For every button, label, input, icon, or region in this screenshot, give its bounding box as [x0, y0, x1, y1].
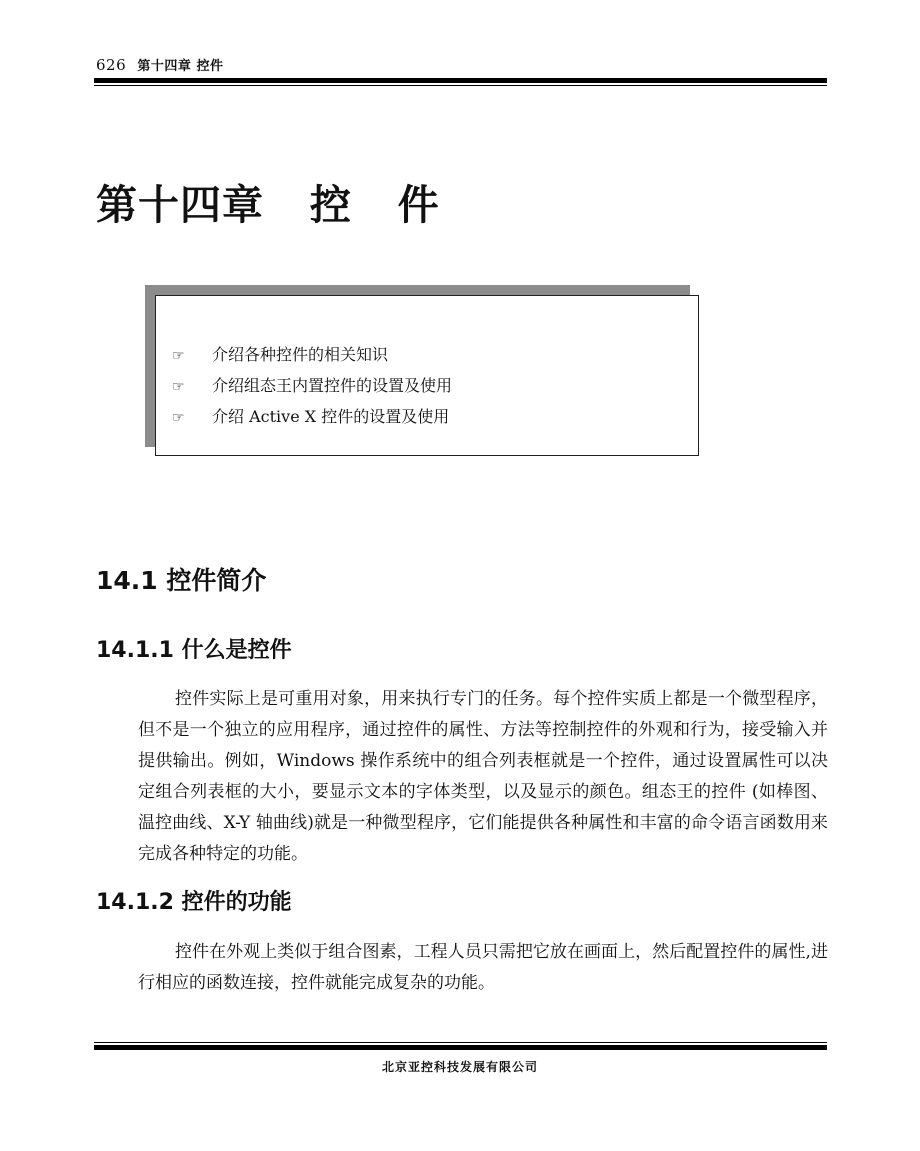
objectives-list	[172, 340, 452, 433]
pointing-hand-icon: ☞	[172, 348, 185, 364]
paragraph-control-function: 控件在外观上类似于组合图素，工程人员只需把它放在画面上，然后配置控件的属性,进行相应的函数连接，控件就能完成复杂的功能。	[138, 942, 828, 993]
paragraph-what-is-control: 控件实际上是可重用对象，用来执行专门的任务。每个控件实质上都是一个微型程序，但不是一个独立的应用程序，通过控件的属性、方法等控制控件的外观和行为，接受输入并提供输出。例如，Windows 操作系统中的组合列表框就是一个控件，通过设置属性可以决定组合列表框的大小，要显示文本的字体类型，以及显示的颜色。组态王的控件 (如棒图、温控曲线、X-Y 轴曲线)就是一种微型程序，它们能提供各种属性和丰富的命令语言函数用来完成各种特定的功能。	[138, 689, 828, 864]
pointing-hand-icon: ☞	[172, 410, 185, 426]
page-header	[96, 55, 223, 74]
section-heading-14-1-2: 14.1.2 控件的功能	[96, 890, 292, 915]
objective-item: ☞ 介绍各种控件的相关知识	[172, 340, 452, 371]
pointing-hand-icon: ☞	[172, 379, 185, 395]
running-chapter-label: 第十四章 控件	[137, 59, 224, 74]
objective-item: ☞ 介绍组态王内置控件的设置及使用	[172, 371, 452, 402]
section-heading-14-1: 14.1 控件简介	[96, 566, 267, 595]
chapter-title: 第十四章 控 件	[96, 181, 440, 229]
page-number: 626	[96, 56, 127, 74]
objective-item: ☞ 介绍 Active X 控件的设置及使用	[172, 402, 452, 433]
objectives-box	[155, 295, 699, 456]
footer-rule-thick	[94, 1045, 827, 1050]
section-heading-14-1-1: 14.1.1 什么是控件	[96, 638, 292, 663]
footer-company-name: 北京亚控科技发展有限公司	[381, 1060, 538, 1074]
header-rule-thick	[94, 78, 827, 83]
header-rule-thin	[94, 85, 827, 86]
footer-rule-thin	[94, 1042, 827, 1043]
